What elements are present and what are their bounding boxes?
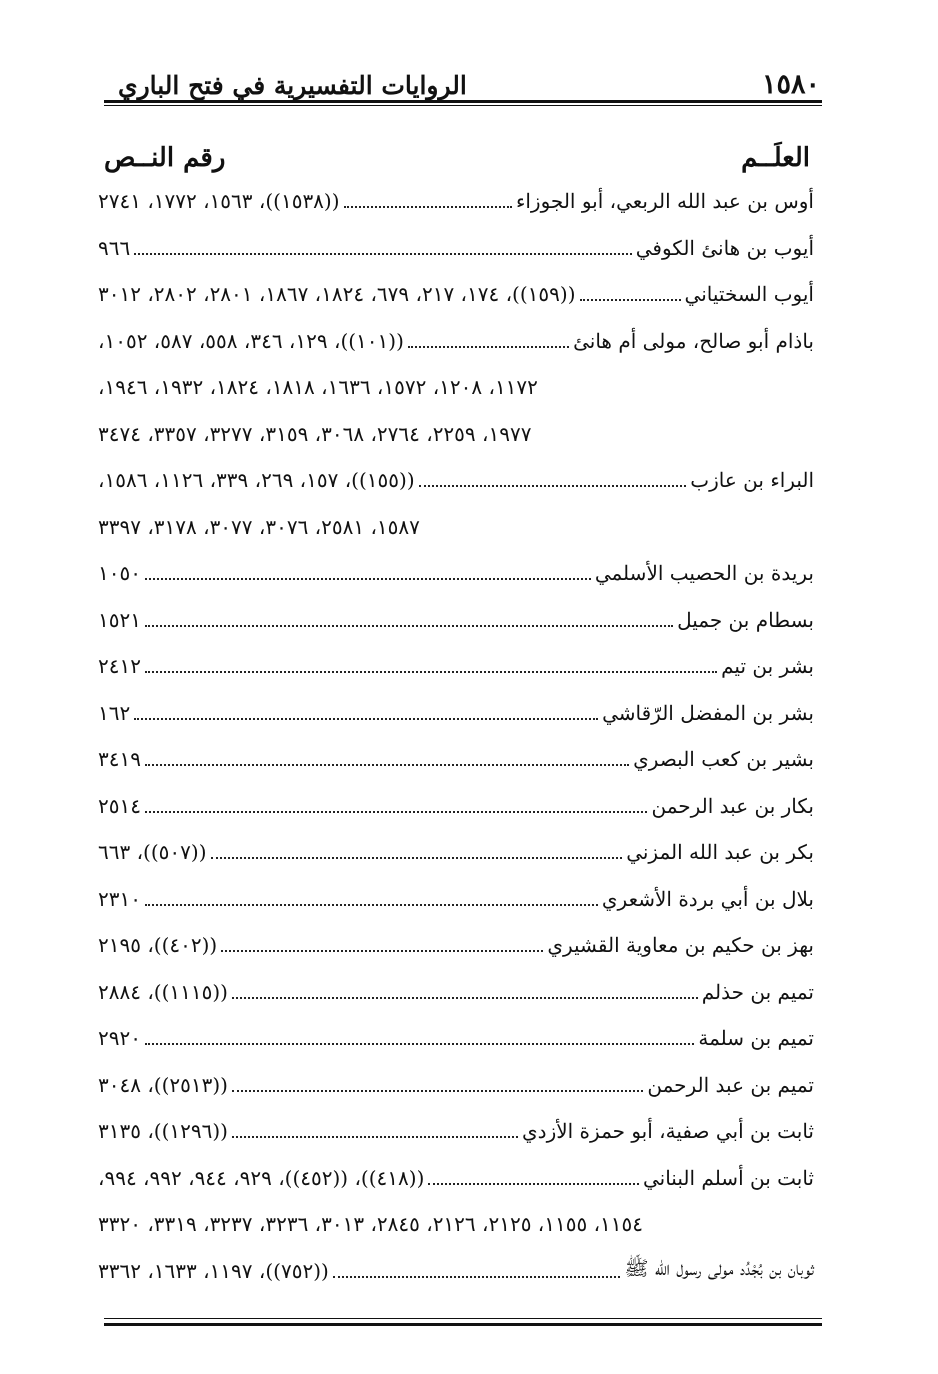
index-entry-continuation [98, 1201, 814, 1248]
index-entry [98, 225, 814, 272]
entry-name: بسطام بن جميل [677, 607, 814, 632]
index-entry-continuation [98, 504, 814, 551]
entry-refs: ٢٣١٠ [98, 886, 141, 911]
entry-refs: ١٥٢١ [98, 607, 141, 632]
entry-refs: ٢٥١٤ [98, 793, 141, 818]
entry-name: بكار بن عبد الرحمن [651, 793, 814, 818]
entry-refs: ٢٤١٢ [98, 654, 141, 679]
dot-leader [580, 299, 681, 301]
entry-name: ثابت بن أبي صفية، أبو حمزة الأزدي [522, 1119, 814, 1144]
dot-leader [221, 950, 543, 952]
dot-leader [232, 1090, 643, 1092]
name-column-heading: العلَــم [741, 143, 810, 173]
dot-leader [145, 811, 648, 813]
dot-leader [145, 671, 717, 673]
entry-refs: ١٦٢ [98, 700, 131, 725]
entry-refs: ((١٥٣٨))، ١٥٦٣، ١٧٧٢، ٢٧٤١ [98, 189, 340, 214]
entry-name: بشير بن كعب البصري [633, 747, 814, 772]
dot-leader [333, 1276, 621, 1278]
entry-refs: ١١٥٤، ١١٥٥، ٢١٢٥، ٢١٢٦، ٢٨٤٥، ٣٠١٣، ٣٢٣٦، ٣٢٣٧، ٣٣١٩، ٣٣٢٠ [98, 1212, 643, 1237]
entry-refs: ((٤١٨))، ((٤٥٢))، ٩٢٩، ٩٤٤، ٩٩٢، ٩٩٤، [98, 1165, 425, 1190]
entry-refs: ((٢٥١٣))، ٣٠٤٨ [98, 1072, 228, 1097]
dot-leader [145, 625, 673, 627]
entry-refs: ١٥٨٧، ٢٥٨١، ٣٠٧٦، ٣٠٧٧، ٣١٧٨، ٣٣٩٧ [98, 514, 420, 539]
index-entry [98, 1062, 814, 1109]
entry-refs: ((٤٠٢))، ٢١٩٥ [98, 933, 218, 958]
dot-leader [344, 206, 512, 208]
entry-refs: ((١٢٩٦))، ٣١٣٥ [98, 1119, 228, 1144]
entry-refs: ((١٥٩))، ١٧٤، ٢١٧، ٦٧٩، ١٨٢٤، ١٨٦٧، ٢٨٠١، ٢٨٠٢، ٣٠١٢ [98, 282, 576, 307]
index-entry-continuation [98, 411, 814, 458]
entry-name: البراء بن عازب [690, 468, 814, 493]
index-entry [98, 643, 814, 690]
dot-leader [408, 346, 569, 348]
entry-name: أيوب بن هانئ الكوفي [635, 235, 814, 260]
dot-leader [232, 997, 698, 999]
entry-name: ثوبان بن بُجْدُد مولى رسول الله ﷺ [624, 1256, 814, 1281]
entry-name: أوس بن عبد الله الربعي، أبو الجوزاء [515, 189, 814, 214]
running-header [118, 58, 820, 98]
index-entry [98, 1248, 814, 1295]
entry-refs: ١٩٧٧، ٢٢٥٩، ٢٧٦٤، ٣٠٦٨، ٣١٥٩، ٣٢٧٧، ٣٣٥٧، ٣٤٧٤ [98, 421, 532, 446]
index-entry [98, 1155, 814, 1202]
index-entry [98, 829, 814, 876]
entry-name: أيوب السختياني [684, 282, 814, 307]
header-rule-thin [104, 105, 822, 106]
header-rule [104, 100, 822, 103]
entry-refs: ((١١١٥))، ٢٨٨٤ [98, 979, 228, 1004]
entry-refs: ١٠٥٠ [98, 561, 141, 586]
column-headings [104, 138, 810, 178]
index-entry-continuation [98, 364, 814, 411]
dot-leader [428, 1183, 639, 1185]
dot-leader [232, 1136, 518, 1138]
index-entry [98, 876, 814, 923]
dot-leader [145, 578, 591, 580]
dot-leader [145, 1043, 694, 1045]
index-entry [98, 597, 814, 644]
ref-column-heading: رقم النــص [104, 143, 226, 173]
dot-leader [419, 485, 687, 487]
index-entry [98, 457, 814, 504]
page-number: ١٥٨٠ [761, 69, 820, 100]
book-title: الروايات التفسيرية في فتح الباري [118, 71, 467, 100]
entry-refs: ((١٥٥))، ١٥٧، ٢٦٩، ٣٣٩، ١١٢٦، ١٥٨٦، [98, 468, 415, 493]
index-entry [98, 271, 814, 318]
index-entry [98, 922, 814, 969]
entry-name: ثابت بن أسلم البناني [642, 1165, 814, 1190]
index-entry [98, 690, 814, 737]
index-entry [98, 318, 814, 365]
index-entry [98, 736, 814, 783]
entry-name: تميم بن حذلم [701, 979, 814, 1004]
footer-rule [104, 1318, 822, 1319]
index-entry [98, 783, 814, 830]
index-entry [98, 550, 814, 597]
entry-name: بلال بن أبي بردة الأشعري [601, 886, 814, 911]
dot-leader [145, 904, 598, 906]
dot-leader [145, 764, 629, 766]
footer-rule-thick [104, 1323, 822, 1326]
entry-name: تميم بن سلمة [698, 1026, 814, 1051]
entry-refs: ((٥٠٧))، ٦٦٣ [98, 840, 207, 865]
entry-name: بشر بن المفضل الرّقاشي [602, 700, 814, 725]
entry-refs: ٣٤١٩ [98, 747, 141, 772]
entry-refs: ((٧٥٢))، ١١٩٧، ١٦٣٣، ٣٣٦٢ [98, 1258, 329, 1283]
dot-leader [211, 857, 623, 859]
dot-leader [134, 253, 631, 255]
entry-refs: ١١٧٢، ١٢٠٨، ١٥٧٢، ١٦٣٦، ١٨١٨، ١٨٢٤، ١٩٣٢، ١٩٤٦، [98, 375, 538, 400]
entry-name: تميم بن عبد الرحمن [647, 1072, 814, 1097]
index-entry [98, 178, 814, 225]
index-entry [98, 969, 814, 1016]
entry-name: بشر بن تيم [721, 654, 814, 679]
index-entry [98, 1015, 814, 1062]
index-list [98, 178, 814, 1294]
index-entry [98, 1108, 814, 1155]
entry-name: بهز بن حكيم بن معاوية القشيري [547, 933, 814, 958]
entry-refs: ٩٦٦ [98, 235, 131, 260]
entry-name: بكر بن عبد الله المزني [626, 840, 814, 865]
entry-name: باذام أبو صالح، مولى أم هانئ [573, 328, 814, 353]
entry-refs: ٢٩٢٠ [98, 1026, 141, 1051]
dot-leader [134, 718, 598, 720]
entry-refs: ((١٠١))، ١٢٩، ٣٤٦، ٥٥٨، ٥٨٧، ١٠٥٢، [98, 328, 404, 353]
entry-name: بريدة بن الحصيب الأسلمي [594, 561, 814, 586]
